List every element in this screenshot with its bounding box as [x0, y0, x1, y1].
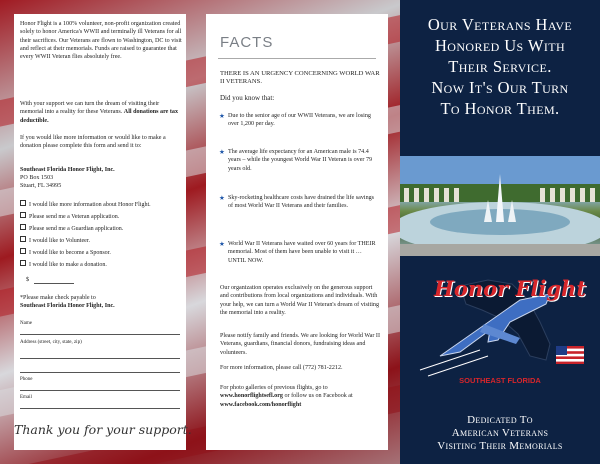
address-field-line[interactable]: [20, 358, 180, 359]
support-main: With your support we can turn the dream of visiting their memorial into a reality for these Veterans.: [20, 101, 160, 116]
payable-to: Southeast Florida Honor Flight, Inc.: [20, 303, 115, 309]
headline-line: Our Veterans Have: [427, 15, 573, 34]
facts-title: FACTS: [220, 34, 274, 51]
headline-line: Honored Us With: [434, 36, 566, 55]
logo-title: Honor Flight: [434, 276, 587, 301]
checkbox-label: I would like more information about Honor Flight.: [29, 202, 151, 208]
did-you-know: Did you know that:: [220, 94, 275, 102]
urgency-heading: THERE IS AN URGENCY CONCERNING WORLD WAR II VETERANS.: [220, 70, 380, 85]
email-label: Email: [20, 395, 32, 400]
us-flag-icon: [556, 346, 584, 364]
cover-footer: [400, 414, 600, 453]
divider: [218, 58, 376, 59]
fact-4: World War II Veterans have waited over 60 years for THEIR memorial. Most of them have been unable to visit it … UNTIL NOW.: [228, 241, 376, 264]
name-label: Name: [20, 321, 32, 326]
facebook-link[interactable]: www.facebook.com/honorflight: [220, 401, 302, 408]
star-bullet-icon: ★: [219, 241, 225, 248]
fact-1: Due to the senior age of our WWII Veterans, we are losing over 1,200 per day.: [228, 113, 371, 128]
address-name: Southeast Florida Honor Flight, Inc.: [20, 167, 115, 173]
payable-label: *Please make check payable to: [20, 295, 96, 301]
star-bullet-icon: ★: [219, 195, 225, 202]
checkbox-veteran-app[interactable]: [20, 212, 119, 221]
star-bullet-icon: ★: [219, 149, 225, 156]
address-line1: PO Box 1503: [20, 175, 54, 181]
facts-panel: [206, 14, 388, 450]
memorial-photo: [400, 156, 600, 256]
star-bullet-icon: ★: [219, 113, 225, 120]
fact-3: Sky-rocketing healthcare costs have drained the life savings of most World War II Veterans and their families.: [228, 195, 375, 210]
wwii-memorial-image: [400, 156, 600, 256]
links-paragraph: [220, 384, 380, 409]
checkbox-donation[interactable]: [20, 260, 107, 269]
website-link[interactable]: www.honorflightsefl.org: [220, 393, 283, 400]
form-panel: [14, 14, 186, 450]
intro-text: Honor Flight is a 100% volunteer, non-profit organization created solely to honor America's WWII and terminally ill Veterans for all their sacrifices. Our Veterans are flown to Washington, DC to visit and reflect at their memorials. Funds are raised to guarantee that every WWII Veteran flies absolutely free.: [20, 21, 182, 61]
checkbox-label: Please send me a Guardian application.: [29, 226, 124, 232]
headline-line: Their Service.: [448, 57, 552, 76]
phone-label: Phone: [20, 377, 33, 382]
checkbox-icon[interactable]: [20, 200, 26, 206]
checkbox-label: I would like to become a Sponsor.: [29, 250, 111, 256]
checkbox-sponsor[interactable]: [20, 248, 111, 257]
footer-line: Visiting Their Memorials: [437, 440, 563, 452]
checkbox-icon[interactable]: [20, 248, 26, 254]
checkbox-label: I would like to Volunteer.: [29, 238, 90, 244]
footer-line: Dedicated To: [467, 414, 533, 426]
phone-paragraph: For more information, please call (772) 781-2212.: [220, 365, 343, 371]
name-field-line[interactable]: [20, 334, 180, 335]
headline-line: To Honor Them.: [440, 99, 560, 118]
tax-deductible-note: All donations are tax deductible.: [20, 109, 179, 124]
headline-line: Now It's Our Turn: [431, 78, 569, 97]
honor-flight-logo: [400, 260, 600, 392]
thank-you-signature: Thank you for your support.: [14, 422, 192, 437]
cover-panel: [400, 0, 600, 464]
links-text-a: For photo galleries of previous flights, go to: [220, 385, 328, 391]
links-text-b: or follow us on Facebook at: [284, 393, 353, 400]
checkbox-guardian-app[interactable]: [20, 224, 123, 233]
address-line2: Stuart, FL 34995: [20, 183, 62, 189]
support-text: [20, 100, 182, 125]
checkbox-info[interactable]: [20, 200, 151, 209]
contact-intro: If you would like more information or would like to make a donation please complete this form and send it to:: [20, 135, 166, 150]
email-field-line[interactable]: [20, 408, 180, 409]
checkbox-icon[interactable]: [20, 236, 26, 242]
logo-subtitle: SOUTHEAST FLORIDA: [459, 376, 541, 385]
footer-line: American Veterans: [451, 427, 549, 439]
checkbox-label: I would like to make a donation.: [29, 262, 107, 268]
dollar-sign: $: [26, 277, 30, 283]
checkbox-label: Please send me a Veteran application.: [29, 214, 120, 220]
donation-amount-line[interactable]: [34, 283, 74, 284]
checkbox-icon[interactable]: [20, 212, 26, 218]
fact-2: The average life expectancy for an American male is 74.4 years – while the youngest World War II Veteran is over 79 years old.: [228, 149, 373, 172]
support-paragraph: Our organization operates exclusively on the generous support and contributions from local organizations and individuals. With your help, we can turn a World War II Veteran's dream of visiting the memorial into a reality.: [220, 285, 380, 316]
address-label: Address (street, city, state, zip): [20, 340, 82, 345]
phone-field-line[interactable]: [20, 390, 180, 391]
checkbox-icon[interactable]: [20, 224, 26, 230]
checkbox-icon[interactable]: [20, 260, 26, 266]
notify-paragraph: Please notify family and friends. We are looking for World War II Veterans, guardians, financial donors, fundraising ideas and volunteers.: [220, 333, 380, 356]
address-field-line-2[interactable]: [20, 372, 180, 373]
cover-headline: [400, 14, 600, 119]
checkbox-volunteer[interactable]: [20, 236, 90, 245]
